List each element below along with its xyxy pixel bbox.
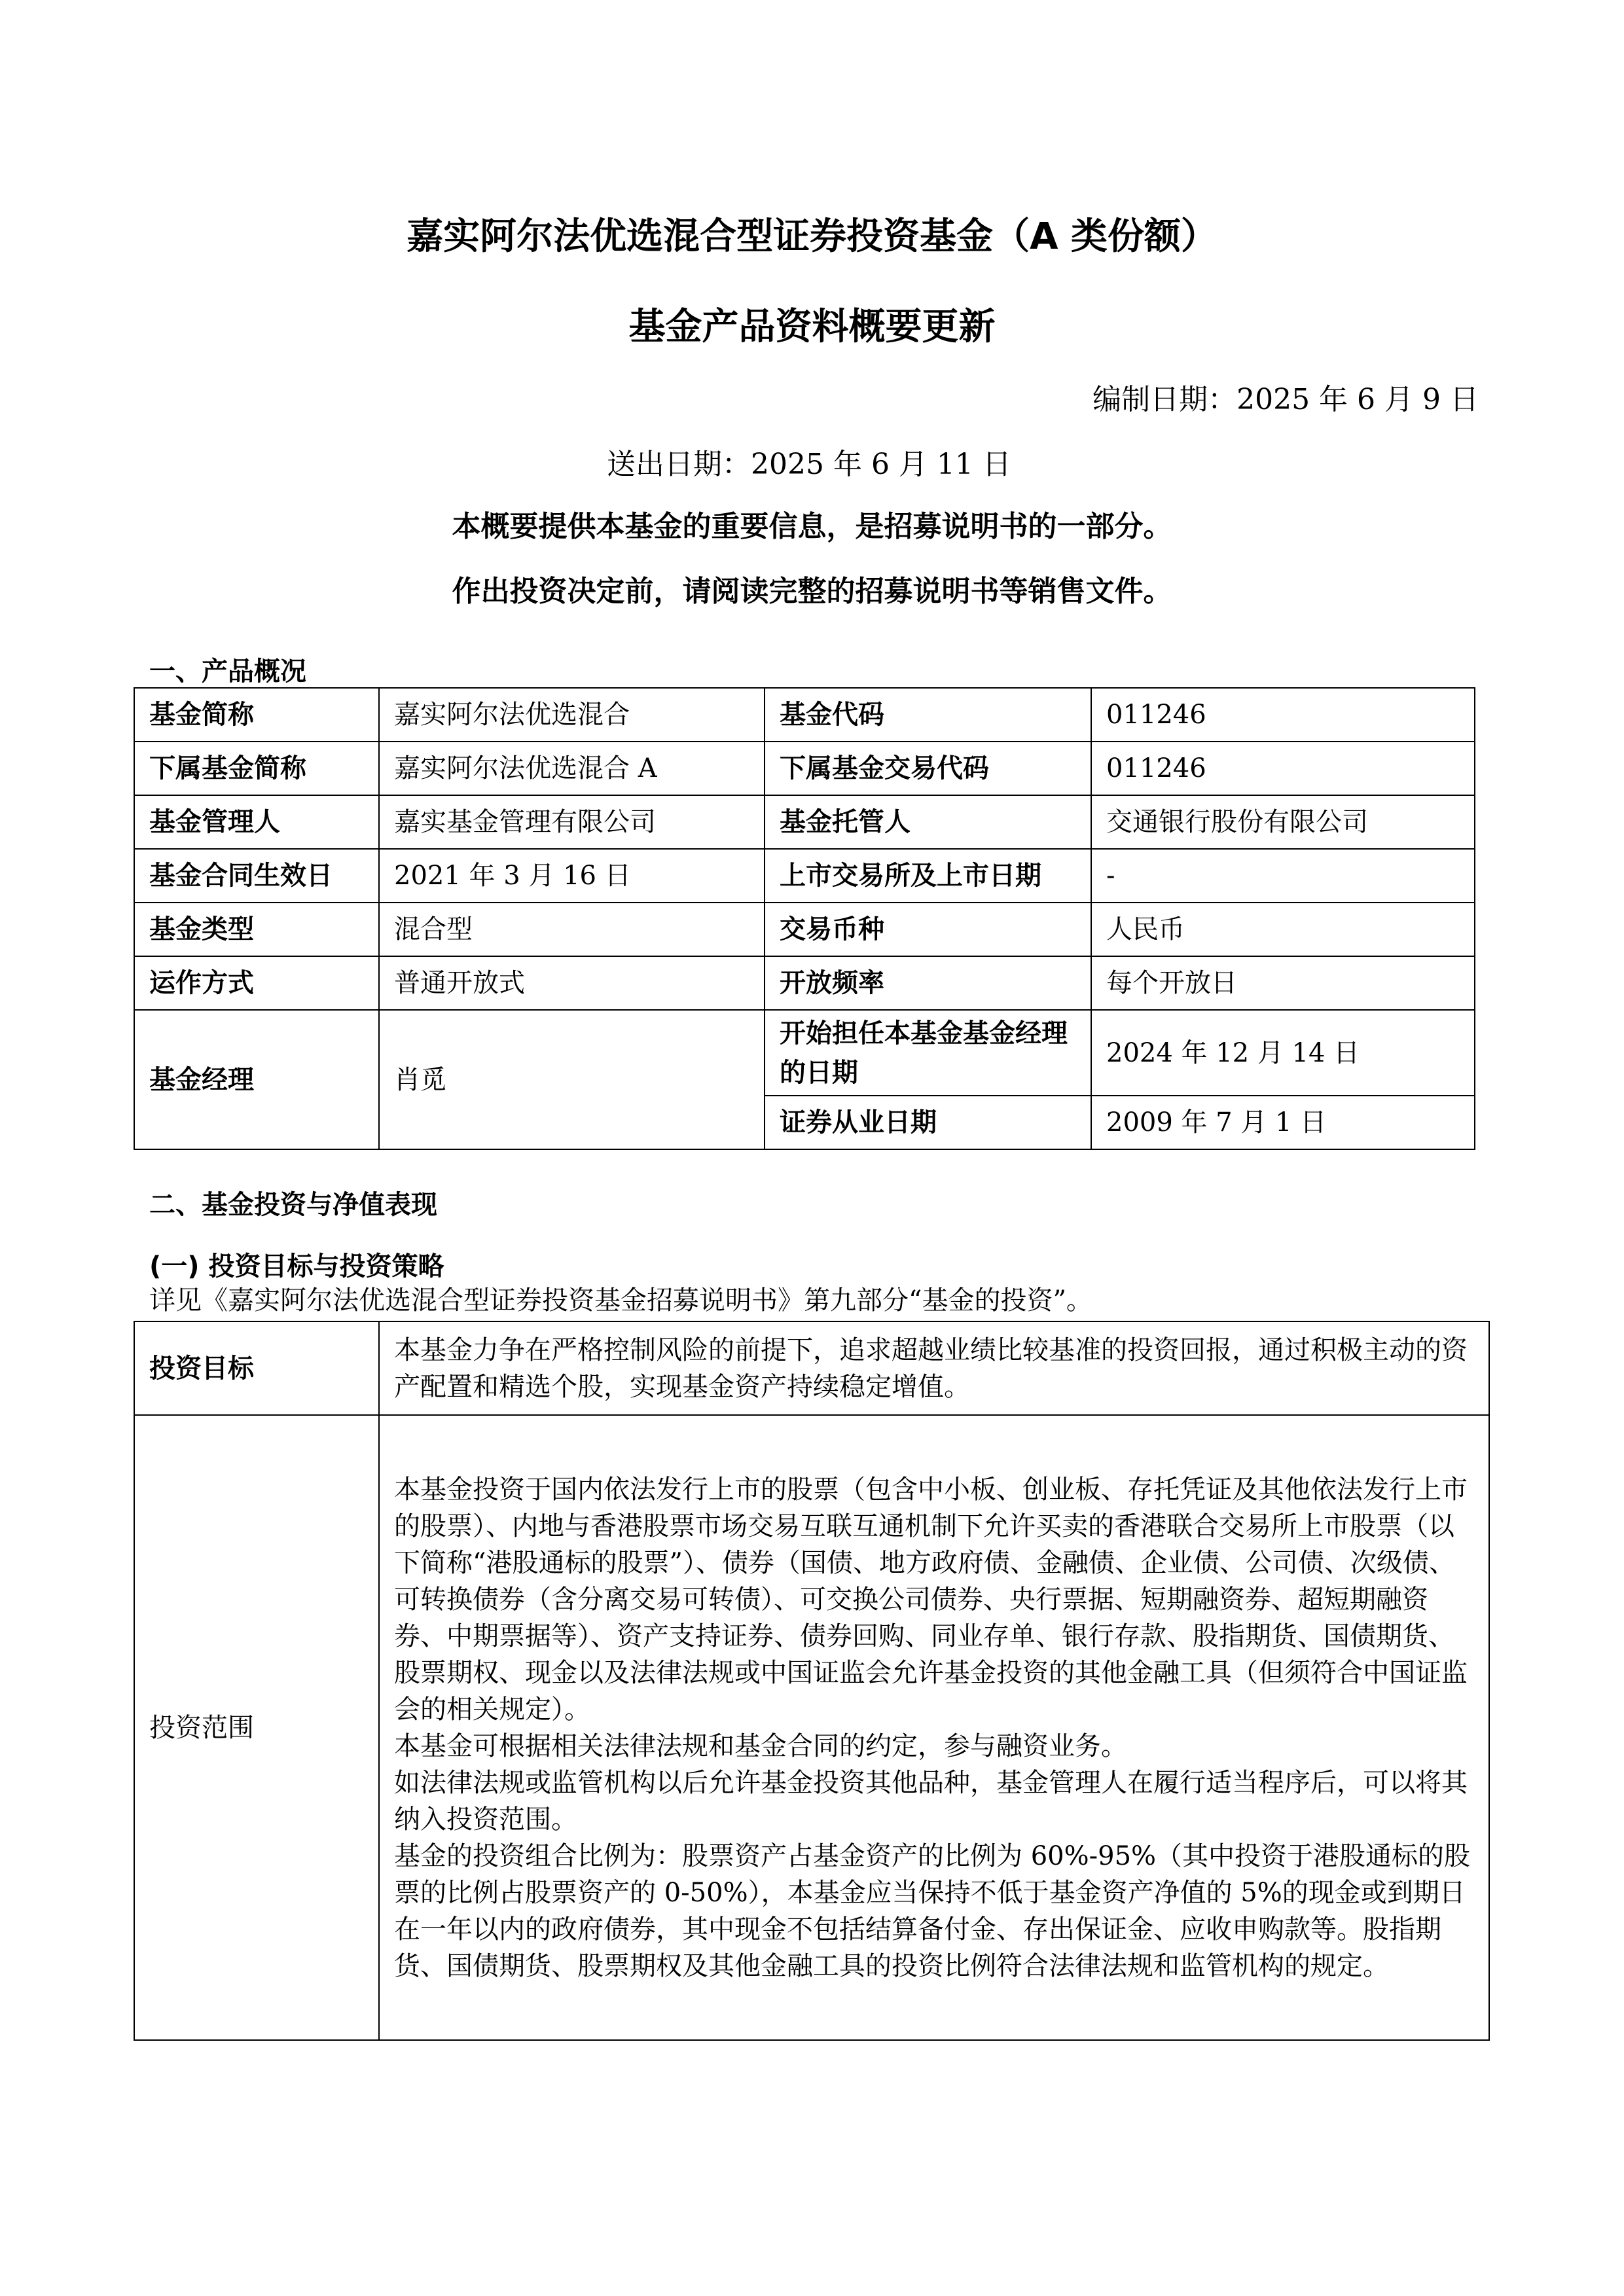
row-value: 011246 [1091,742,1475,795]
row-label: 上市交易所及上市日期 [765,849,1091,903]
fund-manager-name: 肖觅 [379,1010,765,1149]
manager-start-value: 2024 年 12 月 14 日 [1091,1010,1475,1096]
row-value: 嘉实阿尔法优选混合 A [379,742,765,795]
table-row [134,1415,1489,2040]
row-value: 交通银行股份有限公司 [1091,795,1475,849]
table-row [134,688,1475,742]
table-row [134,1010,1475,1096]
document-subtitle: 基金产品资料概要更新 [628,306,996,348]
notice-line-1: 本概要提供本基金的重要信息，是招募说明书的一部分。 [452,510,1172,543]
section-heading-overview: 一、产品概况 [149,656,306,687]
table-row [134,956,1475,1010]
row-label: 基金管理人 [134,795,379,849]
table-row [134,1321,1489,1415]
row-value: 普通开放式 [379,956,765,1010]
career-start-value: 2009 年 7 月 1 日 [1091,1096,1475,1149]
scope-label: 投资范围 [134,1415,379,2040]
row-label: 基金类型 [134,903,379,956]
row-value: 混合型 [379,903,765,956]
objective-text: 本基金力争在严格控制风险的前提下，追求超越业绩比较基准的投资回报，通过积极主动的资产配置和精选个股，实现基金资产持续稳定增值。 [379,1321,1489,1415]
row-label: 基金简称 [134,688,379,742]
subsection-heading-strategy: (一) 投资目标与投资策略 [149,1251,444,1282]
table-row [134,849,1475,903]
fund-manager-label: 基金经理 [134,1010,379,1149]
row-value: - [1091,849,1475,903]
row-label: 基金托管人 [765,795,1091,849]
row-label: 下属基金简称 [134,742,379,795]
scope-paragraph: 如法律法规或监管机构以后允许基金投资其他品种，基金管理人在履行适当程序后，可以将其纳入投资范围。 [394,1767,1468,1835]
table-row [134,742,1475,795]
career-start-label: 证券从业日期 [765,1096,1091,1149]
row-label: 开放频率 [765,956,1091,1010]
scope-paragraph: 本基金投资于国内依法发行上市的股票（包含中小板、创业板、存托凭证及其他依法发行上市的股票）、内地与香港股票市场交易互联互通机制下允许买卖的香港联合交易所上市股票（以下简称“港股通标的股票”）、债券（国债、地方政府债、金融债、企业债、公司债、次级债、可转换债券（含分离交易可转债）、可交换公司债券、央行票据、短期融资券、超短期融资券、中期票据等）、资产支持证券、债券回购、同业存单、银行存款、股指期货、国债期货、股票期权、现金以及法律法规或中国证监会允许基金投资的其他金融工具（但须符合中国证监会的相关规定）。 [394,1474,1468,1725]
objective-label: 投资目标 [134,1321,379,1415]
row-label: 交易币种 [765,903,1091,956]
row-value: 2021 年 3 月 16 日 [379,849,765,903]
investment-strategy-table [134,1321,1490,2041]
see-prospectus-note: 详见《嘉实阿尔法优选混合型证券投资基金招募说明书》第九部分“基金的投资”。 [149,1285,1092,1316]
row-value: 嘉实阿尔法优选混合 [379,688,765,742]
send-date: 送出日期：2025 年 6 月 11 日 [607,448,1011,481]
compile-date: 编制日期：2025 年 6 月 9 日 [1092,383,1479,416]
row-label: 基金合同生效日 [134,849,379,903]
row-value: 每个开放日 [1091,956,1475,1010]
table-row [134,795,1475,849]
table-row [134,903,1475,956]
row-label: 运作方式 [134,956,379,1010]
manager-start-label: 开始担任本基金基金经理的日期 [765,1010,1091,1096]
row-value: 011246 [1091,688,1475,742]
row-label: 基金代码 [765,688,1091,742]
product-overview-table [134,687,1475,1150]
scope-text [379,1415,1489,2040]
document-title: 嘉实阿尔法优选混合型证券投资基金（A 类份额） [406,215,1218,258]
section-heading-investment: 二、基金投资与净值表现 [149,1190,437,1220]
row-value: 人民币 [1091,903,1475,956]
scope-paragraph: 基金的投资组合比例为：股票资产占基金资产的比例为 60%-95%（其中投资于港股通标的股票的比例占股票资产的 0-50%），本基金应当保持不低于基金资产净值的 5%的现金或到期日在一年以内的政府债券，其中现金不包括结算备付金、存出保证金、应收申购款等。股指期货、国债期货、股票期权及其他金融工具的投资比例符合法律法规和监管机构的规定。 [394,1840,1471,1981]
row-label: 下属基金交易代码 [765,742,1091,795]
notice-line-2: 作出投资决定前，请阅读完整的招募说明书等销售文件。 [452,575,1172,608]
scope-paragraph: 本基金可根据相关法律法规和基金合同的约定，参与融资业务。 [394,1731,1127,1761]
row-value: 嘉实基金管理有限公司 [379,795,765,849]
